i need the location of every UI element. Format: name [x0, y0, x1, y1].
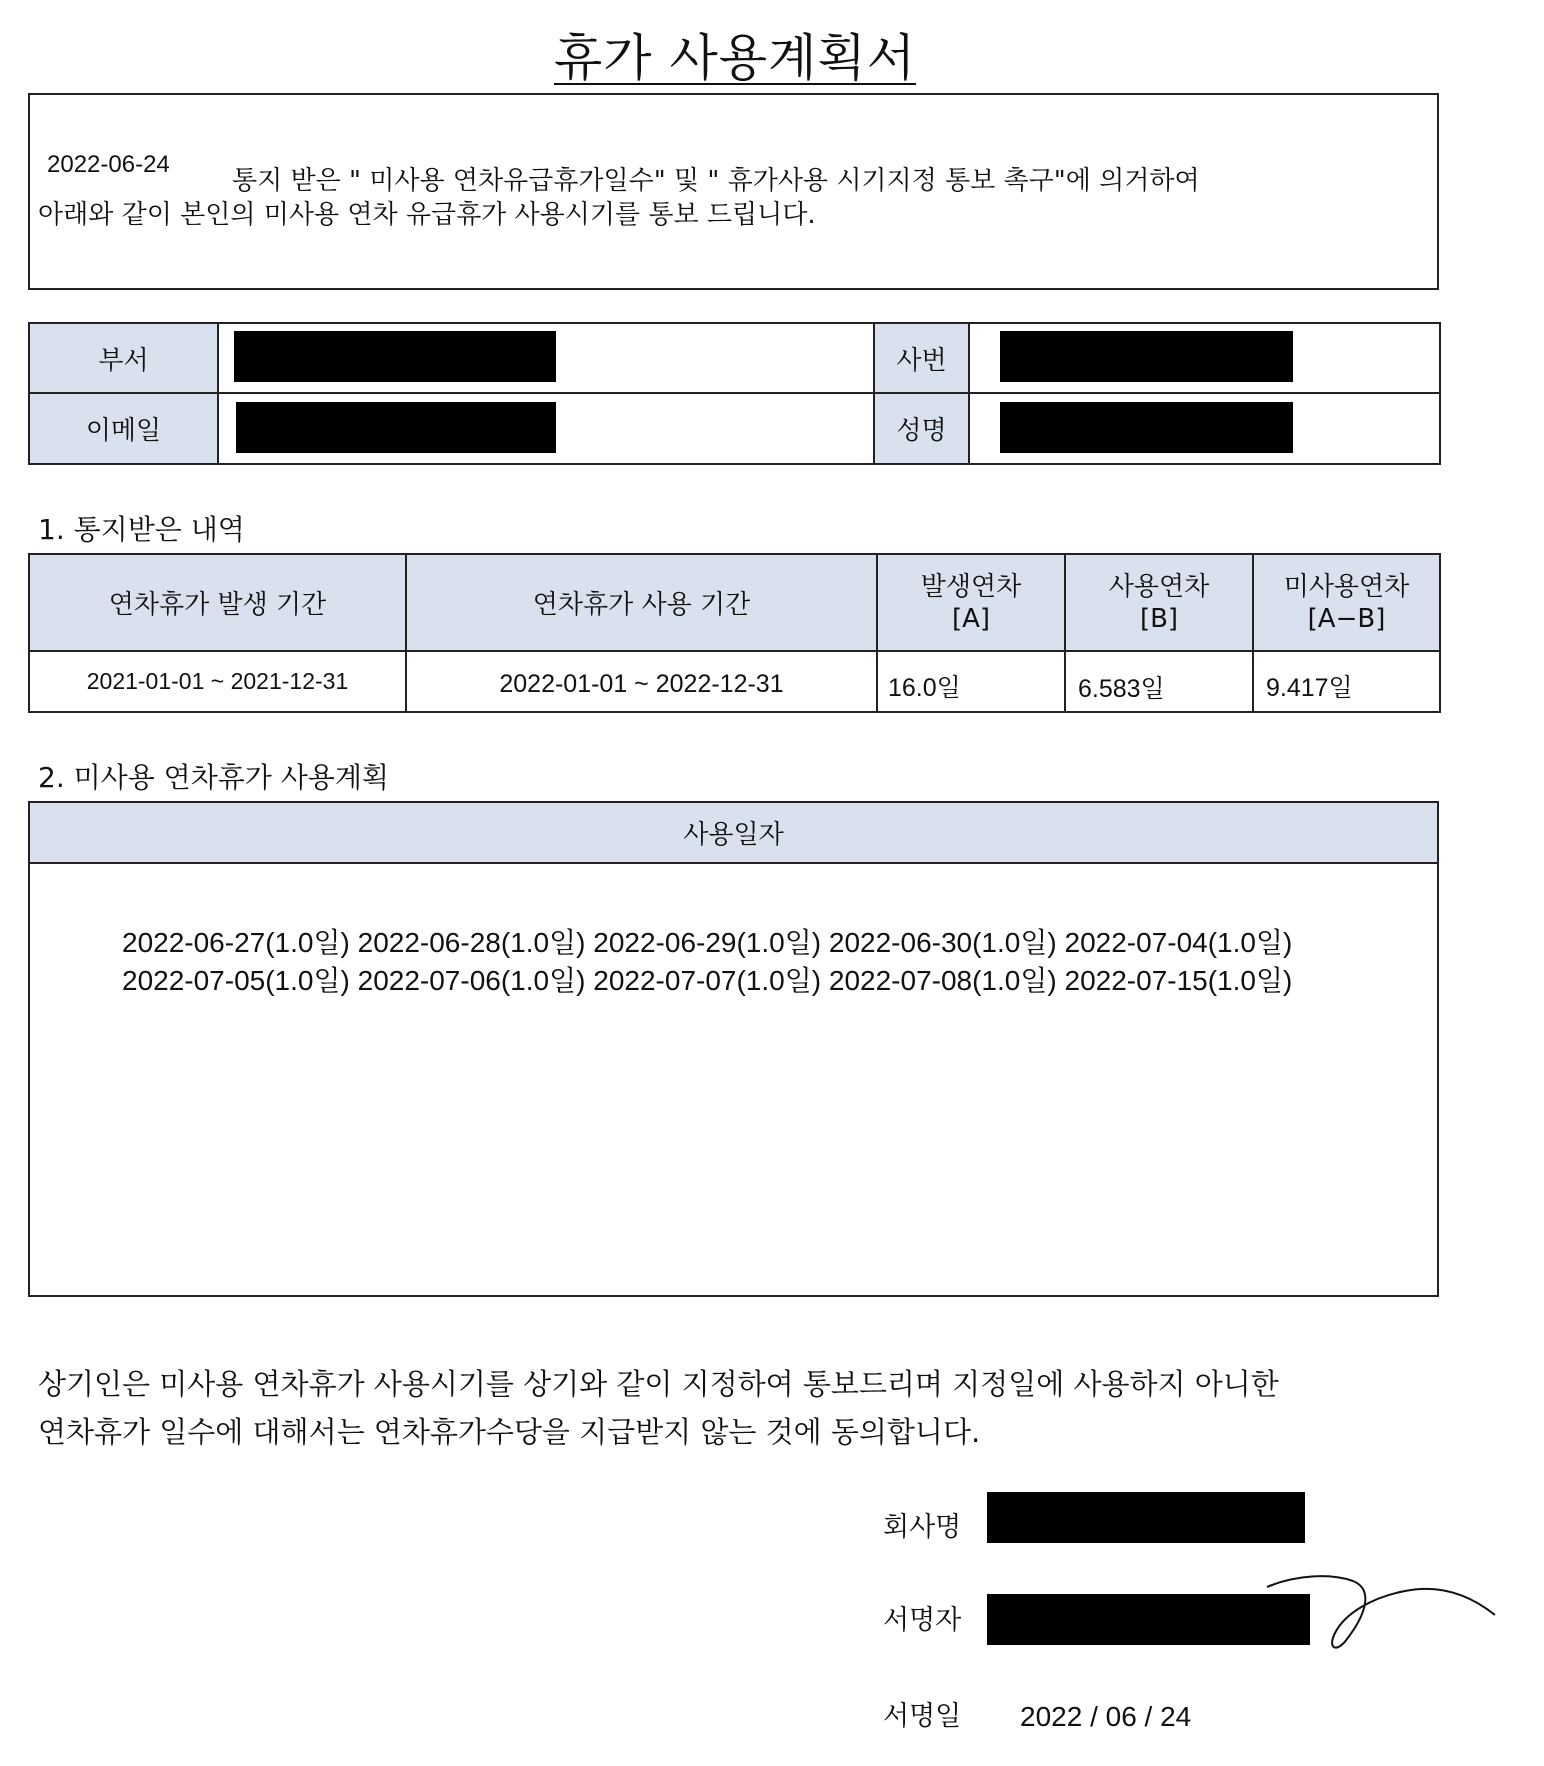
col-header-used-label: 사용연차: [1108, 571, 1210, 602]
notice-date: 2022-06-24: [47, 151, 170, 178]
col-header-gen-period: 연차휴가 발생 기간: [29, 554, 406, 651]
company-label: 회사명: [883, 1512, 962, 1543]
cell-unused: 9.417일: [1253, 651, 1440, 712]
col-header-unused: [1253, 554, 1440, 651]
email-label: 이메일: [29, 393, 218, 464]
section2-heading: 2. 미사용 연차휴가 사용계획: [38, 761, 389, 794]
document-title: 휴가 사용계획서: [554, 29, 916, 87]
notice-text-line1: 통지 받은 " 미사용 연차유급휴가일수" 및 " 휴가사용 시기지정 통보 촉구"에 의거하여: [232, 166, 1200, 196]
col-header-unused-label: 미사용연차: [1283, 571, 1410, 602]
col-header-generated-label: 발생연차: [920, 571, 1022, 602]
empno-label: 사번: [874, 323, 969, 393]
consent-line2: 연차휴가 일수에 대해서는 연차휴가수당을 지급받지 않는 것에 동의합니다.: [38, 1415, 981, 1449]
cell-generated: 16.0일: [877, 651, 1065, 712]
section1-heading: 1. 통지받은 내역: [38, 513, 245, 546]
redaction-bar-dept: [234, 331, 556, 382]
signer-label: 서명자: [883, 1605, 962, 1636]
dept-label: 부서: [29, 323, 218, 393]
col-header-unused-sub: [A−B]: [1307, 603, 1386, 634]
redaction-bar-name: [1000, 402, 1293, 453]
notified-details-table: [28, 553, 1441, 713]
redaction-bar-email: [236, 402, 556, 453]
notice-text-line2: 아래와 같이 본인의 미사용 연차 유급휴가 사용시기를 통보 드립니다.: [38, 200, 816, 230]
col-header-generated-sub: [A]: [951, 603, 991, 634]
col-header-used: [1065, 554, 1253, 651]
redaction-bar-company: [987, 1492, 1305, 1543]
col-header-usage-dates: 사용일자: [29, 802, 1438, 863]
usage-dates-line1: 2022-06-27(1.0일) 2022-06-28(1.0일) 2022-06-29(1.0일) 2022-06-30(1.0일) 2022-07-04(1.0일): [122, 927, 1293, 958]
consent-line1: 상기인은 미사용 연차휴가 사용시기를 상기와 같이 지정하여 통보드리며 지정일에 사용하지 아니한: [38, 1367, 1279, 1401]
name-label: 성명: [874, 393, 969, 464]
cell-use-period: 2022-01-01 ~ 2022-12-31: [406, 651, 877, 712]
col-header-generated: [877, 554, 1065, 651]
cell-used: 6.583일: [1065, 651, 1253, 712]
cell-gen-period: 2021-01-01 ~ 2021-12-31: [29, 651, 406, 712]
usage-dates-list: [122, 924, 1322, 1000]
sign-date-value: 2022 / 06 / 24: [1020, 1701, 1192, 1732]
sign-date-label: 서명일: [883, 1701, 962, 1732]
handwritten-signature-icon: [1255, 1565, 1505, 1655]
usage-plan-table: [28, 801, 1439, 1297]
usage-dates-line2: 2022-07-05(1.0일) 2022-07-06(1.0일) 2022-07-07(1.0일) 2022-07-08(1.0일) 2022-07-15(1.0일): [122, 965, 1293, 996]
col-header-use-period: 연차휴가 사용 기간: [406, 554, 877, 651]
consent-statement: [38, 1360, 1279, 1456]
redaction-bar-empno: [1000, 331, 1293, 382]
col-header-used-sub: [B]: [1139, 603, 1179, 634]
